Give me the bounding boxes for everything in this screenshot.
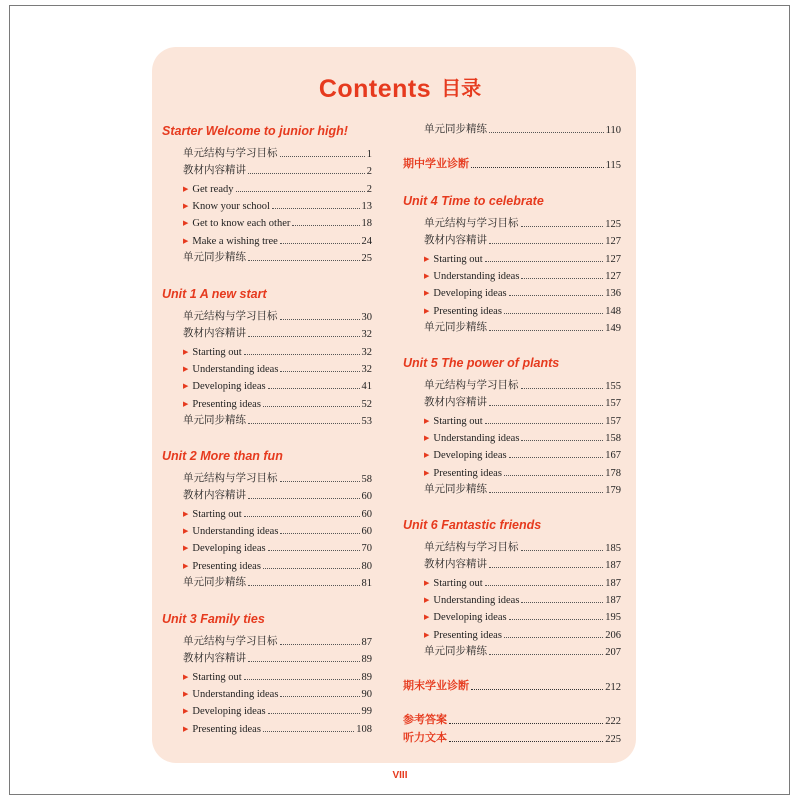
entry-page: 90 [361,688,372,700]
toc-entry [424,575,621,589]
bullet-triangle-icon: ▶ [424,595,430,604]
entry-page: 178 [605,467,621,479]
dot-leader [485,423,604,424]
unit-heading: Unit 3 Family ties [162,612,265,626]
entry-label: Know your school [192,200,270,212]
entry-label: Presenting ideas [192,398,261,410]
entry-page: 89 [361,654,372,666]
entry-label: Starting out [192,346,242,358]
unit-heading: Unit 6 Fantastic friends [403,518,542,532]
dot-leader [509,295,604,296]
bullet-triangle-icon: ▶ [424,433,430,442]
dot-leader [268,550,360,551]
toc-entry [424,465,621,479]
entry-label: 教材内容精讲 [424,397,487,409]
dot-leader [263,406,360,407]
bullet-triangle-icon: ▶ [424,613,430,622]
toc-entry [424,627,621,641]
toc-entry [424,122,621,136]
entry-label: Understanding ideas [433,270,520,282]
entry-label: Developing ideas [433,288,507,300]
entry-label: 单元结构与学习目标 [183,311,278,322]
dot-leader [504,475,603,476]
bullet-triangle-icon: ▶ [183,236,189,245]
bullet-triangle-icon: ▶ [183,364,189,373]
dot-leader [504,637,603,638]
toc-entry [424,285,621,299]
dot-leader [489,567,603,568]
bullet-triangle-icon: ▶ [424,289,430,298]
entry-page: 52 [361,398,372,410]
entry-label: 单元同步精练 [183,576,246,588]
entry-label: Understanding ideas [192,525,279,537]
entry-page: 60 [361,508,372,520]
dot-leader [485,261,604,262]
toc-entry [183,540,372,554]
entry-label: Presenting ideas [433,467,502,479]
toc-entry [424,378,621,392]
entry-page: 60 [361,525,372,537]
dot-leader [244,354,360,355]
unit-heading: Unit 2 More than fun [162,449,283,463]
dot-leader [521,440,603,441]
bullet-triangle-icon: ▶ [424,578,430,587]
entry-label: 期末学业诊断 [403,680,469,692]
dot-leader [471,167,604,168]
bullet-triangle-icon: ▶ [183,526,189,535]
entry-page: 70 [361,543,372,555]
entry-page: 187 [605,577,621,589]
dot-leader [489,132,604,133]
entry-label: Starting out [192,671,242,683]
dot-leader [489,243,603,244]
dot-leader [489,330,603,331]
entry-page: 32 [361,363,372,375]
dot-leader [509,619,604,620]
entry-label: 教材内容精讲 [183,490,246,502]
dot-leader [504,313,603,314]
toc-entry [183,488,372,502]
page-title [0,74,800,104]
entry-label: 单元结构与学习目标 [424,218,519,229]
entry-page: 60 [361,491,372,503]
dot-leader [236,191,365,192]
toc-entry [424,216,621,230]
dot-leader [280,481,360,482]
entry-page: 99 [361,706,372,718]
entry-label: 单元结构与学习目标 [424,542,519,553]
toc-entry [183,146,372,160]
bullet-triangle-icon: ▶ [183,509,189,518]
entry-page: 187 [605,594,621,606]
dot-leader [292,225,359,226]
entry-page: 87 [361,637,372,648]
entry-label: Understanding ideas [433,594,520,606]
entry-page: 225 [605,734,621,745]
unit-heading: Unit 4 Time to celebrate [403,194,544,208]
entry-page: 1 [366,149,372,160]
entry-label: Starting out [192,508,242,520]
dot-leader [248,661,360,662]
toc-entry [183,575,372,589]
entry-page: 2 [366,166,372,178]
entry-page: 136 [605,288,621,300]
entry-label: 单元同步精练 [424,321,487,333]
dot-leader [521,550,604,551]
bullet-triangle-icon: ▶ [183,561,189,570]
toc-entry [183,506,372,520]
unit-heading: Unit 1 A new start [162,287,267,301]
toc-entry [183,326,372,340]
entry-page: 18 [361,218,372,230]
dot-leader [268,713,360,714]
bullet-triangle-icon: ▶ [183,672,189,681]
toc-entry [424,430,621,444]
page-number: VIII [392,770,408,781]
entry-page: 32 [361,329,372,341]
entry-page: 108 [356,723,372,735]
entry-label: 单元结构与学习目标 [183,636,278,647]
entry-page: 179 [605,484,621,496]
toc-entry [183,634,372,648]
dot-leader [449,723,603,724]
entry-page: 157 [605,398,621,410]
entry-label: 参考答案 [403,714,447,726]
entry-page: 58 [361,474,372,485]
dot-leader [280,243,360,244]
bullet-triangle-icon: ▶ [424,451,430,460]
toc-entry [183,721,372,735]
entry-page: 81 [361,577,372,589]
dot-leader [248,498,360,499]
entry-label: 单元结构与学习目标 [183,473,278,484]
midterm-exam-entry [403,157,621,171]
bullet-triangle-icon: ▶ [183,707,189,716]
title-chinese: 目录 [441,78,482,100]
entry-label: Starting out [433,415,483,427]
entry-page: 125 [605,219,621,230]
entry-page: 187 [605,560,621,572]
entry-page: 13 [361,200,372,212]
entry-page: 80 [361,560,372,572]
entry-label: 教材内容精讲 [424,559,487,571]
dot-leader [248,423,360,424]
toc-entry [424,413,621,427]
entry-label: Get ready [192,183,234,195]
dot-leader [244,516,360,517]
toc-entry [424,233,621,247]
entry-label: 教材内容精讲 [424,235,487,247]
entry-label: 期中学业诊断 [403,158,469,170]
toc-entry [424,447,621,461]
entry-page: 149 [605,322,621,334]
toc-entry [183,471,372,485]
dot-leader [489,492,603,493]
entry-page: 53 [361,415,372,427]
entry-page: 127 [605,270,621,282]
toc-entry [183,361,372,375]
dot-leader [280,533,359,534]
dot-leader [244,679,360,680]
toc-entry [183,523,372,537]
entry-label: Presenting ideas [433,629,502,641]
bullet-triangle-icon: ▶ [183,689,189,698]
dot-leader [280,696,359,697]
toc-entry [183,378,372,392]
toc-entry [424,592,621,606]
bullet-triangle-icon: ▶ [424,306,430,315]
entry-label: 单元结构与学习目标 [424,380,519,391]
toc-entry [183,396,372,410]
entry-page: 2 [366,183,372,195]
dot-leader [272,208,360,209]
entry-page: 222 [605,716,621,727]
entry-label: 教材内容精讲 [183,165,246,177]
title-english: Contents [318,75,432,103]
entry-label: 单元同步精练 [424,645,487,657]
entry-label: Developing ideas [433,450,507,462]
entry-label: Developing ideas [192,381,266,393]
dot-leader [248,173,365,174]
entry-label: Presenting ideas [192,723,261,735]
dot-leader [248,336,360,337]
dot-leader [471,689,603,690]
entry-page: 207 [605,646,621,658]
unit-heading: Unit 5 The power of plants [403,356,560,370]
bullet-triangle-icon: ▶ [183,724,189,733]
dot-leader [449,741,603,742]
bullet-triangle-icon: ▶ [183,201,189,210]
toc-entry [183,703,372,717]
toc-entry [424,609,621,623]
toc-entry [183,215,372,229]
entry-page: 24 [361,235,372,247]
bullet-triangle-icon: ▶ [183,184,189,193]
toc-entry [183,233,372,247]
entry-label: Developing ideas [192,543,266,555]
bullet-triangle-icon: ▶ [424,254,430,263]
entry-page: 155 [605,381,621,392]
toc-entry [183,558,372,572]
bullet-triangle-icon: ▶ [183,544,189,553]
entry-page: 89 [361,671,372,683]
toc-entry [424,268,621,282]
toc-entry [183,250,372,264]
toc-entry [424,540,621,554]
toc-entry [183,413,372,427]
unit-heading: Starter Welcome to junior high! [162,124,348,138]
entry-page: 110 [605,125,621,136]
listening-script-entry [403,731,621,745]
entry-label: Developing ideas [192,706,266,718]
toc-entry [183,669,372,683]
dot-leader [485,585,604,586]
dot-leader [280,644,360,645]
entry-label: 单元同步精练 [183,414,246,426]
bullet-triangle-icon: ▶ [424,271,430,280]
entry-label: Starting out [433,253,483,265]
entry-page: 32 [361,346,372,358]
toc-entry [424,320,621,334]
entry-label: Starting out [433,577,483,589]
dot-leader [263,731,354,732]
bullet-triangle-icon: ▶ [424,468,430,477]
toc-entry [424,395,621,409]
entry-label: Presenting ideas [192,560,261,572]
dot-leader [280,371,359,372]
bullet-triangle-icon: ▶ [424,630,430,639]
bullet-triangle-icon: ▶ [183,399,189,408]
entry-label: 教材内容精讲 [183,653,246,665]
entry-page: 30 [361,312,372,323]
entry-label: Understanding ideas [192,688,279,700]
dot-leader [248,585,360,586]
toc-entry [424,251,621,265]
toc-entry [183,686,372,700]
entry-label: 单元同步精练 [424,124,487,135]
entry-label: Get to know each other [192,218,291,230]
entry-label: Presenting ideas [433,305,502,317]
entry-label: 听力文本 [403,732,447,744]
toc-entry [183,651,372,665]
final-exam-entry [403,679,621,693]
entry-page: 127 [605,253,621,265]
entry-label: 单元同步精练 [183,251,246,263]
dot-leader [521,226,604,227]
entry-page: 41 [361,381,372,393]
entry-page: 25 [361,252,372,264]
entry-page: 157 [605,415,621,427]
toc-entry [424,303,621,317]
entry-label: Make a wishing tree [192,235,278,247]
bullet-triangle-icon: ▶ [424,416,430,425]
toc-entry [424,482,621,496]
bullet-triangle-icon: ▶ [183,347,189,356]
dot-leader [263,568,360,569]
entry-label: 单元结构与学习目标 [183,148,278,159]
entry-page: 195 [605,612,621,624]
toc-entry [424,644,621,658]
entry-page: 212 [605,682,621,693]
dot-leader [280,156,365,157]
toc-entry [183,181,372,195]
toc-entry [183,198,372,212]
toc-entry [183,344,372,358]
entry-page: 158 [605,432,621,444]
toc-entry [183,309,372,323]
entry-page: 148 [605,305,621,317]
dot-leader [509,457,604,458]
dot-leader [521,602,603,603]
bullet-triangle-icon: ▶ [183,382,189,391]
entry-label: 单元同步精练 [424,483,487,495]
dot-leader [521,388,604,389]
bullet-triangle-icon: ▶ [183,219,189,228]
toc-entry [424,557,621,571]
dot-leader [280,319,360,320]
dot-leader [268,388,360,389]
entry-label: 教材内容精讲 [183,328,246,340]
entry-page: 185 [605,543,621,554]
entry-label: Understanding ideas [192,363,279,375]
entry-page: 115 [605,160,621,171]
answers-entry [403,713,621,727]
entry-page: 127 [605,236,621,248]
entry-label: Developing ideas [433,612,507,624]
entry-page: 167 [605,450,621,462]
dot-leader [489,405,603,406]
entry-label: Understanding ideas [433,432,520,444]
entry-page: 206 [605,629,621,641]
toc-entry [183,163,372,177]
dot-leader [521,278,603,279]
dot-leader [248,260,360,261]
dot-leader [489,654,603,655]
